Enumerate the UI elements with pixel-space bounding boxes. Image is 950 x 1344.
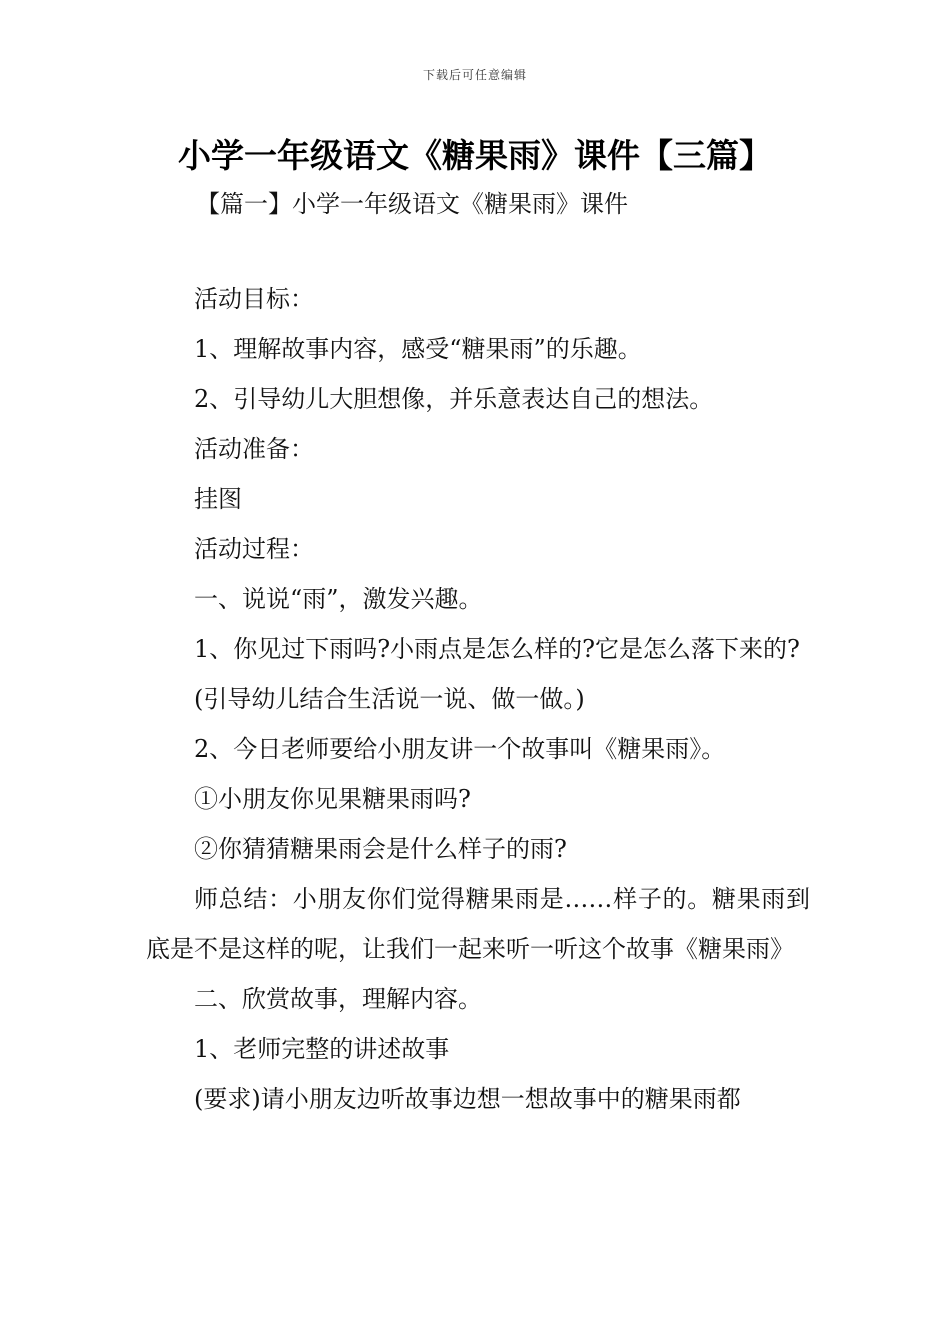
paragraph-goal-1: 1、理解故事内容，感受“糖果雨”的乐趣。 [194,335,642,363]
document-title: 小学一年级语文《糖果雨》课件【三篇】 [178,136,772,175]
document-body [146,274,810,1124]
paragraph-question-1: 1、你见过下雨吗?小雨点是怎么样的?它是怎么落下来的? [194,635,800,663]
paragraph-activity-process: 活动过程： [194,535,314,563]
paragraph-step-1: 一、说说“雨”，激发兴趣。 [194,585,483,613]
header-note: 下载后可任意编辑 [422,68,527,82]
paragraph-goal-2: 2、引导幼儿大胆想像，并乐意表达自己的想法。 [194,385,714,413]
section-title: 【篇一】小学一年级语文《糖果雨》课件 [196,190,628,218]
paragraph-requirement: (要求)请小朋友边听故事边想一想故事中的糖果雨都 [194,1085,741,1113]
paragraph-question-a: ①小朋友你见果糖果雨吗? [194,785,471,813]
paragraph-step-2: 二、欣赏故事，理解内容。 [194,985,482,1013]
paragraph-guidance: (引导幼儿结合生活说一说、做一做。) [194,685,585,713]
paragraph-summary: 师总结：小朋友你们觉得糖果雨是……样子的。糖果雨到底是不是这样的呢，让我们一起来听一听这个故事《糖果雨》 [146,885,810,963]
paragraph-question-b: ②你猜猜糖果雨会是什么样子的雨? [194,835,567,863]
paragraph-teacher-story: 1、老师完整的讲述故事 [194,1035,450,1063]
paragraph-activity-goals: 活动目标： [194,285,314,313]
paragraph-story-intro: 2、今日老师要给小朋友讲一个故事叫《糖果雨》。 [194,735,726,763]
paragraph-prep-item: 挂图 [194,485,242,513]
paragraph-activity-prep: 活动准备： [194,435,314,463]
